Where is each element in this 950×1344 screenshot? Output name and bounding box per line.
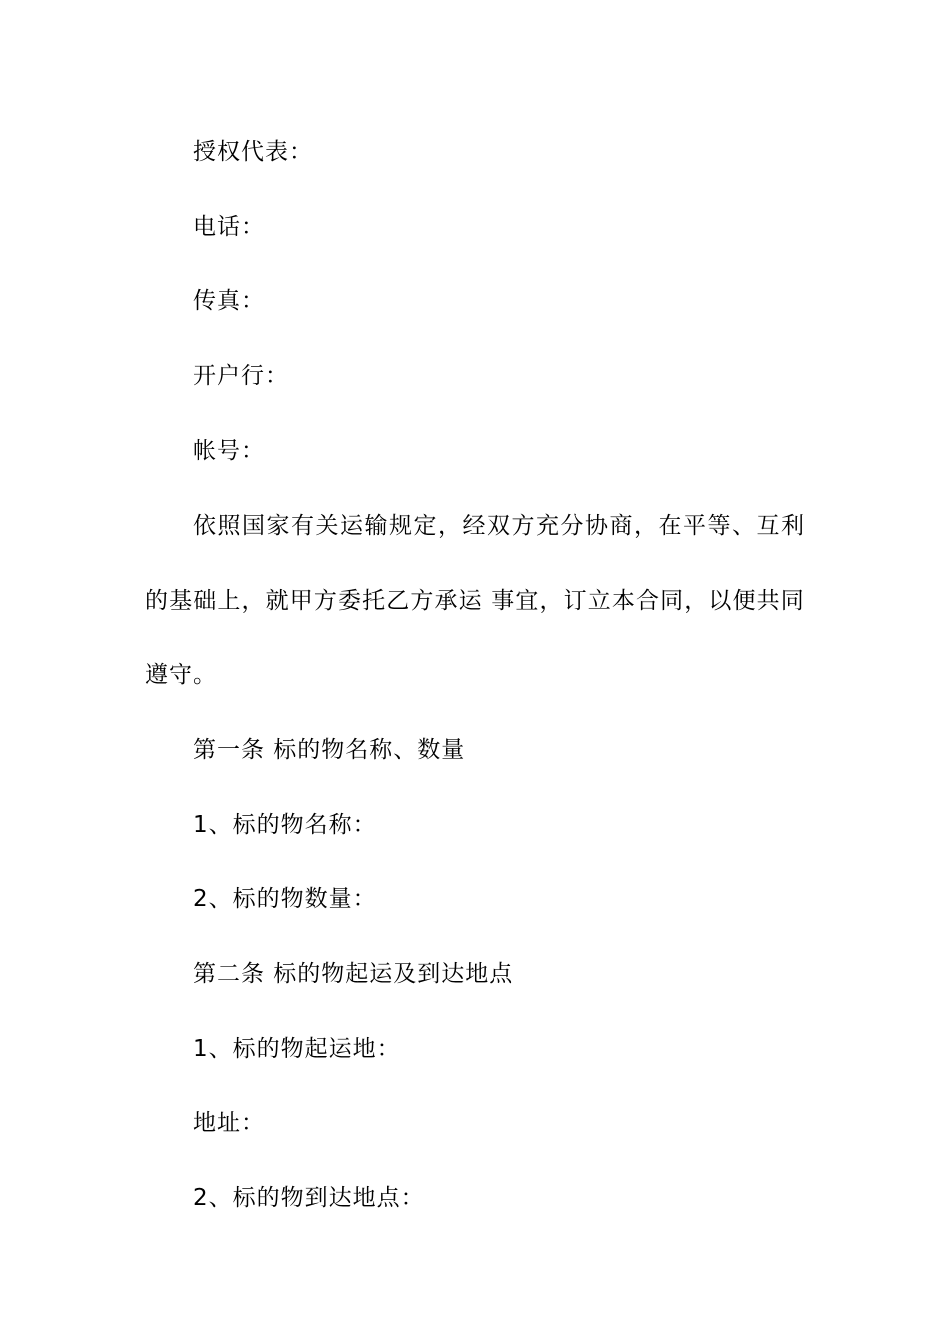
glyph: 委 (338, 588, 362, 614)
glyph: 同 (660, 588, 685, 614)
glyph: ， (684, 588, 709, 614)
glyph: 订 (563, 588, 588, 614)
glyph: 基 (169, 588, 194, 614)
glyph: 甲 (289, 588, 314, 614)
article-1-heading: 第一条 标的物名称、数量 (193, 737, 466, 763)
glyph: 照 (217, 513, 242, 539)
origin-address-line: 地址： (193, 1110, 265, 1136)
glyph: 就 (265, 588, 290, 614)
article-2-heading: 第二条 标的物起运及到达地点 (193, 961, 514, 987)
authorized-representative-line: 授权代表： (193, 139, 313, 165)
glyph: 事 (491, 588, 516, 614)
glyph: 商 (609, 513, 634, 539)
glyph: 方 (511, 513, 536, 539)
glyph: 国 (242, 513, 266, 539)
glyph: 等 (707, 513, 732, 539)
destination-line: 2、标的物到达地点： (193, 1185, 425, 1211)
phone-line: 电话： (193, 214, 265, 240)
glyph: 方 (313, 588, 338, 614)
glyph: 互 (756, 513, 781, 539)
origin-line: 1、标的物起运地： (193, 1036, 401, 1062)
glyph: 依 (193, 513, 217, 539)
fax-line: 传真： (193, 288, 265, 314)
glyph: 共 (756, 588, 781, 614)
glyph: 关 (315, 513, 340, 539)
glyph: 运 (340, 513, 364, 539)
glyph: 双 (487, 513, 511, 539)
glyph: 合 (635, 588, 660, 614)
glyph: 立 (587, 588, 612, 614)
glyph: 运 (458, 588, 483, 614)
glyph: 定 (413, 513, 438, 539)
glyph: ， (634, 513, 658, 539)
glyph: 上 (217, 588, 242, 614)
glyph: 充 (536, 513, 560, 539)
glyph: 承 (434, 588, 459, 614)
glyph: 规 (389, 513, 413, 539)
glyph: 本 (611, 588, 636, 614)
account-line: 帐号： (193, 438, 265, 464)
glyph: 以 (708, 588, 733, 614)
glyph: 利 (781, 513, 805, 539)
glyph: 分 (560, 513, 585, 539)
glyph: 的 (145, 588, 169, 614)
glyph: ， (438, 513, 462, 539)
glyph: 方 (410, 588, 435, 614)
item-quantity-line: 2、标的物数量： (193, 886, 377, 912)
glyph (483, 586, 491, 616)
glyph: 协 (585, 513, 609, 539)
preamble-line-3: 遵守。 (145, 662, 217, 688)
glyph: 同 (780, 588, 805, 614)
preamble-line-1 (193, 511, 805, 541)
glyph: 经 (462, 513, 487, 539)
glyph: 便 (732, 588, 757, 614)
item-name-line: 1、标的物名称： (193, 812, 377, 838)
glyph: ， (539, 588, 564, 614)
glyph: 础 (193, 588, 218, 614)
glyph: 平 (683, 513, 707, 539)
preamble-line-2 (145, 586, 805, 616)
glyph: 、 (732, 513, 756, 539)
glyph: 乙 (386, 588, 411, 614)
glyph: 在 (658, 513, 683, 539)
bank-line: 开户行： (193, 363, 289, 389)
glyph: 有 (291, 513, 315, 539)
glyph: 宜 (515, 588, 540, 614)
glyph: 托 (362, 588, 387, 614)
glyph: 家 (266, 513, 291, 539)
glyph: ， (241, 588, 266, 614)
glyph: 输 (364, 513, 389, 539)
